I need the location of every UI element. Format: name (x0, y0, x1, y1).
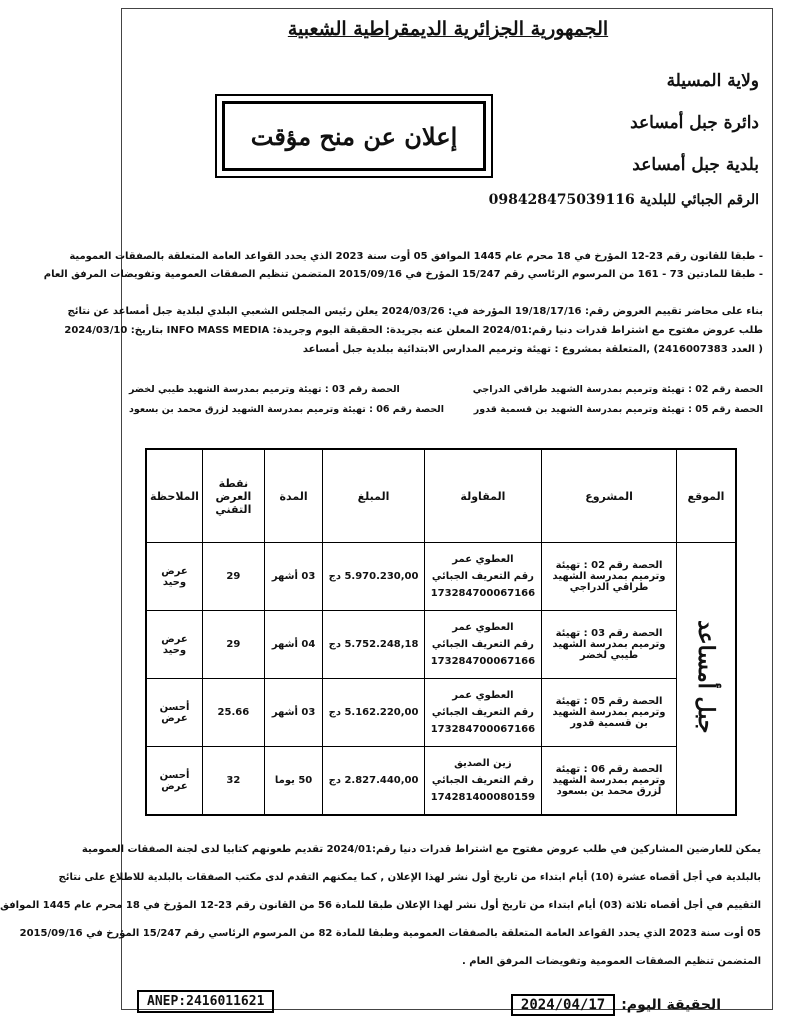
contractor-cell (424, 679, 541, 747)
duration-cell: 03 أشهر (264, 679, 323, 747)
wilaya-label: ولاية المسيلة (666, 71, 759, 91)
contractor-fiscal-number: 174281400080159 (430, 792, 536, 803)
header-note: الملاحظة (146, 449, 202, 543)
duration-cell: 03 أشهر (264, 543, 323, 611)
paragraph-line: التقييم في أجل أقصاه ثلاثة (03) أيام ابتداء من تاريخ أول نشر لهذا الإعلان طبقا للمادة 56 من القانون رقم 23-12 المؤرخ في 18 محرم عام 1445 الموافق (0, 900, 761, 911)
header-contractor: المقاولة (424, 449, 541, 543)
table-row (146, 679, 736, 747)
score-cell: 25.66 (202, 679, 264, 747)
amount-cell: 5.162.220,00 دج (323, 679, 424, 747)
paragraph-line: المتضمن تنظيم الصفقات العمومية وتفويضات المرفق العام . (462, 956, 761, 967)
location-cell: جبل أمساعد (677, 543, 737, 816)
amount-cell: 5.752.248,18 دج (323, 611, 424, 679)
announcement-title-box (215, 94, 493, 178)
score-cell: 32 (202, 747, 264, 816)
lots-list (129, 380, 763, 420)
lot-item: الحصة رقم 02 : تهيئة وترميم بمدرسة الشهيد طراقي الدراجي (472, 384, 763, 395)
paragraph-line: 05 أوت سنة 2023 الذي يحدد القواعد العامة المتعلقة بالصفقات العمومية وطبقا للمادة 82 من المرسوم الرئاسي رقم 15/247 المؤرخ في 2015/09/16 (19, 928, 761, 939)
amount-cell: 2.827.440,00 دج (323, 747, 424, 816)
publication-date: 2024/04/17 (511, 994, 615, 1016)
contractor-name: العطوي عمر (452, 554, 514, 565)
contractor-fiscal-label: رقم التعريف الجبائي (431, 707, 534, 718)
header-location: الموقع (677, 449, 737, 543)
administration-block (489, 60, 759, 214)
commune-label: بلدية جبل أمساعد (632, 155, 759, 175)
contractor-fiscal-number: 173284700067166 (430, 724, 536, 735)
evaluation-paragraph (64, 302, 763, 359)
newspaper-name: الحقيقة اليوم: (621, 997, 721, 1013)
contractor-name: العطوي عمر (452, 690, 514, 701)
paragraph-line: طلب عروض مفتوح مع اشتراط قدرات دنيا رقم:2024/01 المعلن عنه بجريدة: الحقيقة اليوم وجريدة: INFO MASS MEDIA بتاريخ: 2024/03/10 (64, 325, 763, 336)
duration-cell: 50 يوما (264, 747, 323, 816)
note-cell: أحسن عرض (146, 679, 202, 747)
daira-label: دائرة جبل أمساعد (630, 113, 759, 133)
newspaper-stamp (511, 994, 721, 1016)
project-cell: الحصة رقم 03 : تهيئة وترميم بمدرسة الشهيد طيبي لخضر (542, 611, 677, 679)
duration-cell: 04 أشهر (264, 611, 323, 679)
contractor-fiscal-label: رقم التعريف الجبائي (431, 775, 534, 786)
paragraph-line: ( العدد 2416007383) ,المتعلقة بمشروع : تهيئة وترميم المدارس الابتدائية ببلدية جبل أمساعد (302, 344, 763, 355)
note-cell: أحسن عرض (146, 747, 202, 816)
legal-reference-item: - طبقا للقانون رقم 23-12 المؤرخ في 18 محرم عام 1445 الموافق 05 أوت سنة 2023 الذي يحدد القواعد العامة المتعلقة بالصفقات العمومية (133, 248, 763, 266)
lot-item: الحصة رقم 05 : تهيئة وترميم بمدرسة الشهيد بن قسمية قدور (473, 404, 763, 415)
table-row (146, 747, 736, 816)
amount-cell: 5.970.230,00 دج (323, 543, 424, 611)
announcement-title: إعلان عن منح مؤقت (222, 101, 486, 171)
paragraph-line: بناء على محاضر تقييم العروض رقم: 19/18/17/16 المؤرخة في: 2024/03/26 يعلن رئيس المجلس الشعبي البلدي لبلدية جبل أمساعد عن نتائج (67, 306, 763, 317)
contractor-cell (424, 747, 541, 816)
header-duration: المدة (264, 449, 323, 543)
paragraph-line: بالبلدية في أجل أقصاه عشرة (10) أيام ابتداء من تاريخ أول نشر لهذا الإعلان , كما يمكنهم التقدم لدى مكتب الصفقات بالبلدية للاطلاع على نتائج (58, 872, 761, 883)
table-row (146, 611, 736, 679)
contractor-cell (424, 543, 541, 611)
awards-table (145, 448, 737, 816)
score-cell: 29 (202, 611, 264, 679)
appeal-paragraph (0, 836, 761, 976)
table-row (146, 543, 736, 611)
contractor-name: العطوي عمر (452, 622, 514, 633)
contractor-fiscal-number: 173284700067166 (430, 588, 536, 599)
contractor-cell (424, 611, 541, 679)
note-cell: عرض وحيد (146, 611, 202, 679)
header-project: المشروع (542, 449, 677, 543)
contractor-name: زين الصديق (454, 758, 512, 769)
republic-header: الجمهورية الجزائرية الديمقراطية الشعبية (287, 18, 609, 40)
contractor-fiscal-number: 173284700067166 (430, 656, 536, 667)
project-cell: الحصة رقم 02 : تهيئة وترميم بمدرسة الشهيد طراقي الدراجي (542, 543, 677, 611)
anep-reference: ANEP:2416011621 (137, 990, 274, 1013)
project-cell: الحصة رقم 05 : تهيئة وترميم بمدرسة الشهيد بن قسمية قدور (542, 679, 677, 747)
table-header-row (146, 449, 736, 543)
legal-reference-item: - طبقا للمادتين 73 - 161 من المرسوم الرئاسي رقم 15/247 المؤرخ في 2015/09/16 المتضمن تنظيم الصفقات العمومية وتفويضات المرفق العام (133, 266, 763, 284)
lot-item: الحصة رقم 03 : تهيئة وترميم بمدرسة الشهيد طيبي لخضر (129, 384, 400, 395)
paragraph-line: يمكن للعارضين المشاركين في طلب عروض مفتوح مع اشتراط قدرات دنيا رقم:2024/01 تقديم طعونهم كتابيا لدى لجنة الصفقات العمومية (81, 844, 761, 855)
note-cell: عرض وحيد (146, 543, 202, 611)
contractor-fiscal-label: رقم التعريف الجبائي (431, 639, 534, 650)
score-cell: 29 (202, 543, 264, 611)
legal-references (43, 248, 763, 284)
commune-fiscal-number: الرقم الجبائي للبلدية 098428475039116 (488, 192, 759, 208)
project-cell: الحصة رقم 06 : تهيئة وترميم بمدرسة الشهيد لزرق محمد بن بسعود (542, 747, 677, 816)
header-technical-score: نقطة العرض التقني (202, 449, 264, 543)
contractor-fiscal-label: رقم التعريف الجبائي (431, 571, 534, 582)
header-amount: المبلغ (323, 449, 424, 543)
lot-item: الحصة رقم 06 : تهيئة وترميم بمدرسة الشهيد لزرق محمد بن بسعود (129, 404, 444, 415)
